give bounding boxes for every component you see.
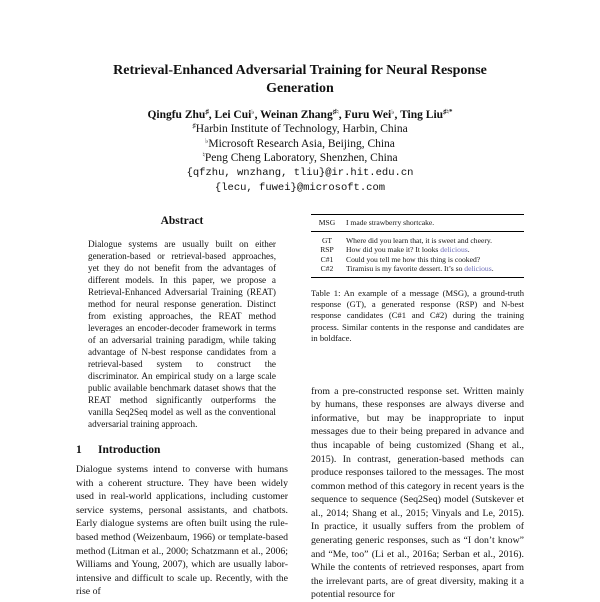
table-header-row xyxy=(311,215,524,232)
email: {lecu, fuwei}@microsoft.com xyxy=(214,181,386,194)
row-label: RSP xyxy=(320,245,334,254)
introduction-text: Dialogue systems intend to converse with humans with a coherent structure. They have been widely used in real-world applications, including customer service systems, personal assistants, and chatbots. Early dialogue systems are often built using the rule-based method (Weizenbaum, 1966) or template-based method (Litman et al., 2000; Schatzmann et al., 2006; Williams and Young, 2007), which are usually labor-intensive and difficult to scale up. Recently, with the rise of xyxy=(76,464,288,598)
highlighted-word: delicious xyxy=(464,264,492,273)
highlighted-word: delicious xyxy=(440,245,468,254)
author: Qingfu Zhu♯ xyxy=(147,108,209,121)
table-row xyxy=(311,231,524,245)
affiliation: ♯Harbin Institute of Technology, Harbin, China xyxy=(192,122,408,135)
affiliation: ♭Microsoft Research Asia, Beijing, China xyxy=(205,136,395,150)
row-text: Could you tell me how this thing is cooked? xyxy=(346,254,481,264)
affiliations xyxy=(90,122,510,196)
author: Lei Cui♭ xyxy=(214,108,255,121)
affiliation: ♮Peng Cheng Laboratory, Shenzhen, China xyxy=(202,151,398,164)
table-row xyxy=(311,255,524,265)
row-text: I made strawberry shortcake. xyxy=(343,215,524,232)
author-line: Qingfu Zhu♯, Lei Cui♭, Weinan Zhang♯♮, Furu Wei♭, Ting Liu♯♮* xyxy=(147,108,453,121)
author: Ting Liu♯♮* xyxy=(400,108,453,121)
row-label: MSG xyxy=(311,215,343,232)
table-caption: Table 1: An example of a message (MSG), a ground-truth response (GT), a generated response (RSP) and N-best response candidates (C#1 and C#2) during the training process. Similar contents in the response and candidates are in boldface. xyxy=(311,287,524,344)
table-row xyxy=(311,264,524,277)
row-text: How did you make it? It looks delicious. xyxy=(346,245,470,254)
left-column xyxy=(76,214,288,599)
abstract-text: Dialogue systems are usually built on either generation-based or retrieval-based approaches, yet they do not benefit from the advantages of different models. In this paper, we propose a Retrieval-Enhanced Adversarial Training (REAT) method for neural response generation. Distinct from existing approaches, the REAT method leverages an encoder-decoder framework in terms of an adversarial training paradigm, while taking advantage of N-best response candidates from a retrieval-based system to construct the discriminator. An empirical study on a large scale public available benchmark dataset shows that the REAT method significantly outperforms the vanilla Seq2Seq model as well as the conventional adversarial training approach. xyxy=(88,239,276,429)
row-text: Tiramisu is my favorite dessert. It’s so delicious. xyxy=(343,264,524,277)
section-title: Introduction xyxy=(98,444,161,456)
table-row xyxy=(311,245,524,255)
author: Furu Wei♭ xyxy=(344,108,395,121)
example-table xyxy=(311,214,524,278)
abstract-heading: Abstract xyxy=(160,215,204,227)
email: {qfzhu, wnzhang, tliu}@ir.hit.edu.cn xyxy=(186,166,414,179)
body-text: from a pre-constructed response set. Written mainly by humans, these responses are always diverse and informative, but may be inappropriate to input messages due to their being prepared in advance and thus incapable of being customized (Shang et al., 2015). In contrast, generation-based methods can produce responses tailored to the messages. The most common method of this category in recent years is the sequence to sequence (Seq2Seq) model (Sutskever et al., 2014; Shang et al., 2015; Vinyals and Le, 2015). In practice, it usually suffers from the problem of generating generic responses, such as “I don’t know” and “Me, too” (Li et al., 2016a; Serban et al., 2016). While the contents of retrieved responses, apart from the irrelevant parts, are of great diversity, making it a potential resource for xyxy=(311,385,524,601)
paper-title: Retrieval-Enhanced Adversarial Training for Neural Response Generation xyxy=(113,63,487,96)
section-number: 1 xyxy=(76,444,82,456)
row-label: GT xyxy=(321,235,333,245)
row-label: C#2 xyxy=(311,264,343,277)
right-column xyxy=(311,214,524,602)
section-heading xyxy=(76,443,288,457)
row-text: Where did you learn that, it is sweet and cheery. xyxy=(346,235,493,245)
row-label: C#1 xyxy=(320,254,334,264)
author: Weinan Zhang♯♮ xyxy=(260,108,339,121)
